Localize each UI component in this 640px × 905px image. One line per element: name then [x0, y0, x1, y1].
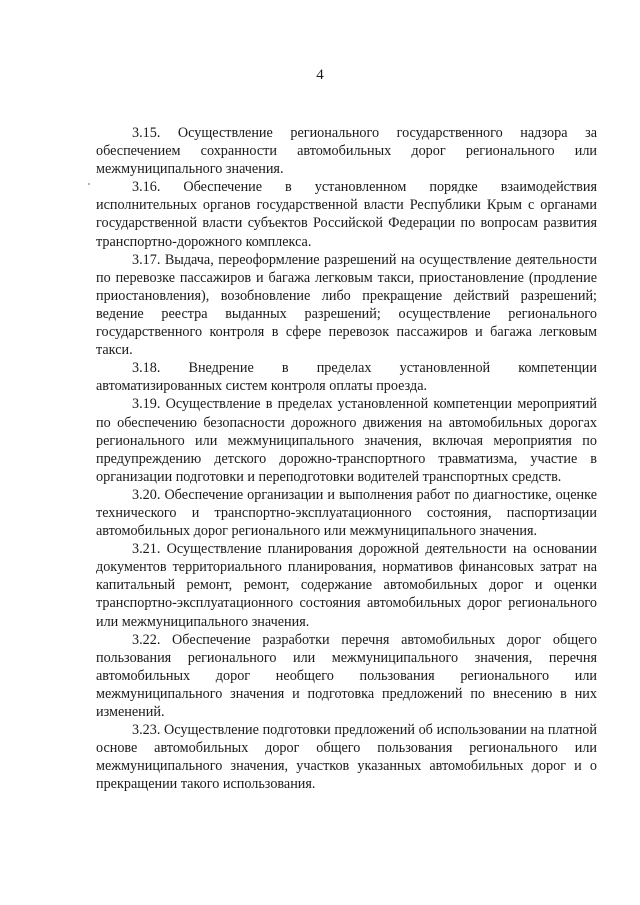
page-number: 4	[316, 67, 324, 83]
paragraph-3-16: 3.16. Обеспечение в установленном порядке взаимодействия исполнительных органов государственной власти Республики Крым с органами государственной власти субъектов Российской Федерации по вопросам развития транспортно-дорожного комплекса.	[96, 179, 597, 250]
paragraph-3-15: 3.15. Осуществление регионального государственного надзора за обеспечением сохранности автомобильных дорог регионального или межмуниципального значения.	[96, 125, 597, 178]
document-body	[96, 124, 597, 793]
paragraph-3-23: 3.23. Осуществление подготовки предложений об использовании на платной основе автомобильных дорог общего пользования регионального или межмуниципального значения, участков указанных автомобильных дорог и о прекращении такого использования.	[96, 722, 597, 793]
scan-speck	[88, 183, 90, 185]
paragraph-3-17: 3.17. Выдача, переоформление разрешений на осуществление деятельности по перевозке пассажиров и багажа легковым такси, приостановление (продление приостановления), возобновление либо прекращение действий разрешений; ведение реестра выданных разрешений; осуществление регионального государственного контроля в сфере перевозок пассажиров и багажа легковым такси.	[96, 251, 597, 359]
paragraph-3-22: 3.22. Обеспечение разработки перечня автомобильных дорог общего пользования регионального или межмуниципального значения, перечня автомобильных дорог необщего пользования регионального или межмуниципального значения и подготовка предложений по внесению в них изменений.	[96, 631, 597, 720]
paragraph-3-18: 3.18. Внедрение в пределах установленной компетенции автоматизированных систем контроля оплаты проезда.	[96, 360, 597, 395]
paragraph-3-21: 3.21. Осуществление планирования дорожной деятельности на основании документов территориального планирования, нормативов финансовых затрат на капитальный ремонт, ремонт, содержание автомобильных дорог и оценки транспортно-эксплуатационного состояния автомобильных дорог регионального или межмуниципального значения.	[96, 541, 597, 630]
paragraph-3-20: 3.20. Обеспечение организации и выполнения работ по диагностике, оценке технического и транспортно-эксплуатационного состояния, паспортизации автомобильных дорог регионального или межмуниципального значения.	[96, 486, 597, 540]
paragraph-3-19: 3.19. Осуществление в пределах установленной компетенции мероприятий по обеспечению безопасности дорожного движения на автомобильных дорогах регионального или межмуниципального значения, включая мероприятия по предупреждению детского дорожно-транспортного травматизма, участие в организации подготовки и переподготовки водителей транспортных средств.	[96, 396, 597, 485]
